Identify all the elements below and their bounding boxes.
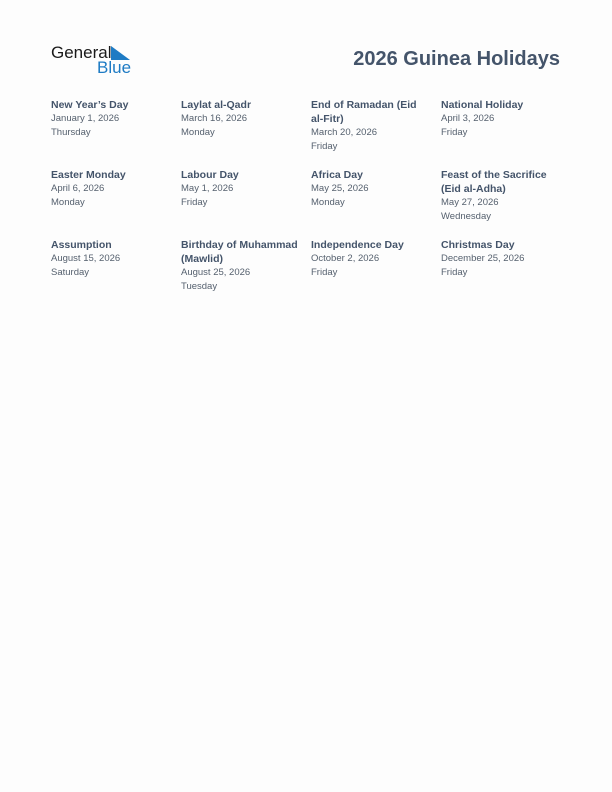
holiday-weekday: Monday	[181, 127, 215, 138]
holiday-weekday: Saturday	[51, 267, 90, 278]
holiday-grid	[51, 98, 571, 308]
holiday-name: Assumption	[51, 239, 112, 251]
holiday-name: Birthday of Muhammad (Mawlid)	[181, 239, 298, 265]
holiday-name: Laylat al-Qadr	[181, 99, 252, 111]
holiday-weekday: Friday	[441, 267, 468, 278]
logo	[51, 44, 141, 78]
holiday-date: March 20, 2026	[311, 127, 378, 138]
holiday-item	[51, 238, 181, 308]
holiday-item	[181, 98, 311, 168]
holiday-date: March 16, 2026	[181, 113, 248, 124]
holiday-name: Africa Day	[311, 169, 363, 181]
holiday-name: Christmas Day	[441, 239, 515, 251]
logo-general-text: General	[51, 43, 112, 62]
holiday-weekday: Friday	[441, 127, 468, 138]
holiday-item	[51, 168, 181, 238]
holiday-item	[181, 238, 311, 308]
holiday-date: December 25, 2026	[441, 253, 525, 264]
holiday-date: August 15, 2026	[51, 253, 121, 264]
holiday-weekday: Monday	[311, 197, 345, 208]
holiday-item	[311, 238, 441, 308]
holiday-date: May 27, 2026	[441, 197, 499, 208]
holiday-date: August 25, 2026	[181, 267, 251, 278]
holiday-date: April 6, 2026	[51, 183, 105, 194]
holiday-weekday: Friday	[311, 267, 338, 278]
holiday-item	[51, 98, 181, 168]
holiday-date: January 1, 2026	[51, 113, 120, 124]
holiday-item	[441, 98, 571, 168]
holiday-date: October 2, 2026	[311, 253, 380, 264]
holiday-item	[181, 168, 311, 238]
holiday-weekday: Friday	[311, 141, 338, 152]
holiday-weekday: Friday	[181, 197, 208, 208]
holiday-name: National Holiday	[441, 99, 524, 111]
holiday-weekday: Monday	[51, 197, 85, 208]
holiday-name: Easter Monday	[51, 169, 126, 181]
holiday-item	[441, 168, 571, 238]
holiday-name: Labour Day	[181, 169, 239, 181]
holiday-name: End of Ramadan (Eid al-Fitr)	[311, 99, 417, 125]
holiday-item	[441, 238, 571, 308]
logo-blue-text: Blue	[97, 58, 132, 77]
holiday-item	[311, 98, 441, 168]
holiday-name: Feast of the Sacrifice (Eid al-Adha)	[441, 169, 547, 195]
holiday-date: May 25, 2026	[311, 183, 369, 194]
holiday-weekday: Tuesday	[181, 281, 218, 292]
holiday-name: New Year’s Day	[51, 99, 129, 111]
holiday-weekday: Thursday	[51, 127, 91, 138]
holiday-date: April 3, 2026	[441, 113, 495, 124]
holiday-weekday: Wednesday	[441, 211, 491, 222]
holiday-item	[311, 168, 441, 238]
holiday-name: Independence Day	[311, 239, 404, 251]
holiday-date: May 1, 2026	[181, 183, 234, 194]
page-title: 2026 Guinea Holidays	[353, 48, 560, 70]
